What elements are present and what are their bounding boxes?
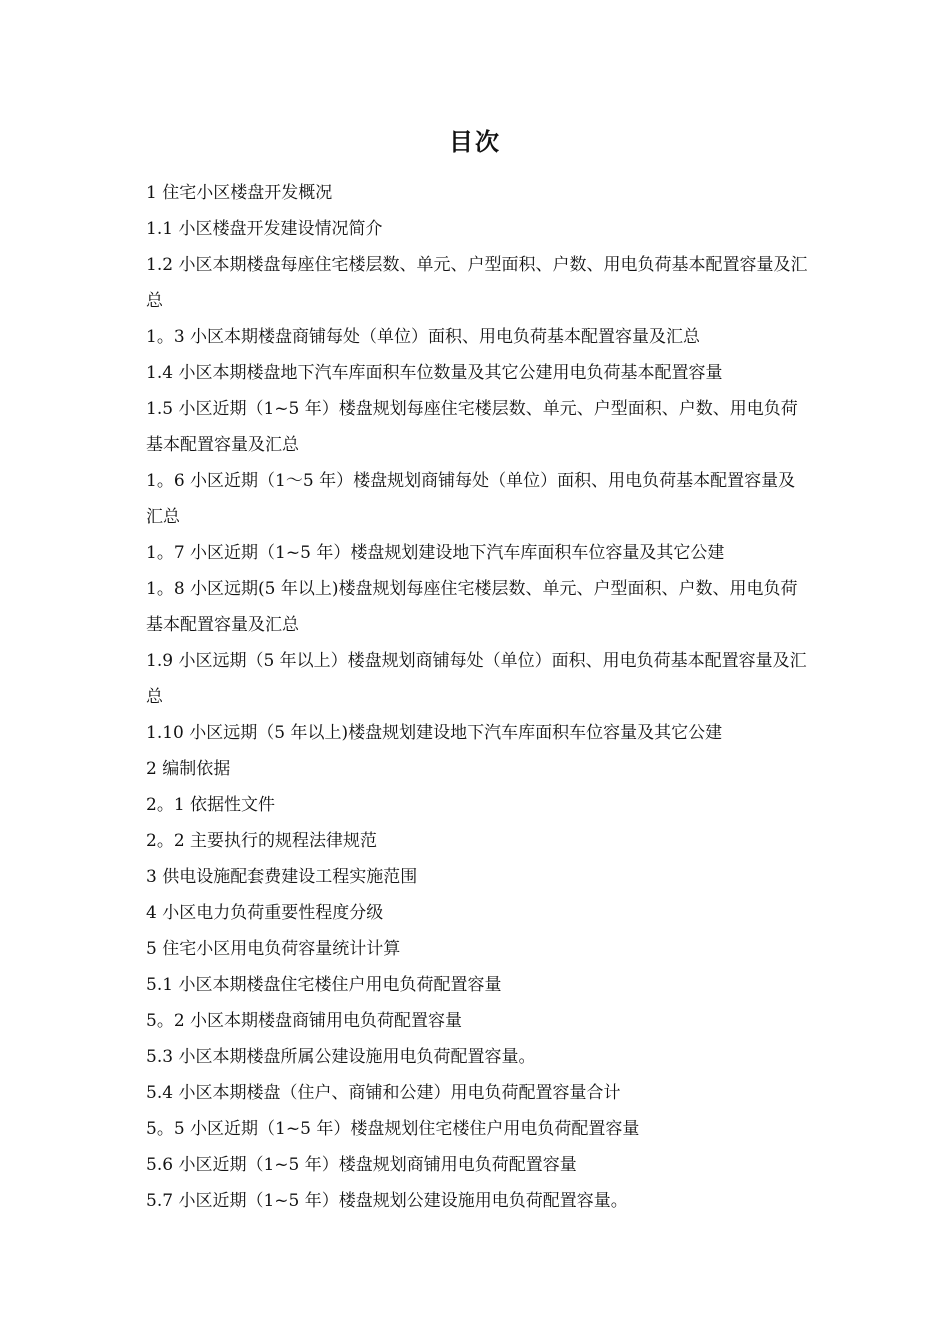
- toc-entry: 5.1 小区本期楼盘住宅楼住户用电负荷配置容量: [146, 975, 502, 995]
- toc-entry: 1.9 小区远期（5 年以上）楼盘规划商铺每处（单位）面积、用电负荷基本配置容量及汇总: [146, 651, 807, 707]
- toc-entry: 1.4 小区本期楼盘地下汽车库面积车位数量及其它公建用电负荷基本配置容量: [146, 363, 723, 383]
- toc-entry: 3 供电设施配套费建设工程实施范围: [146, 867, 418, 887]
- toc-entry: 2 编制依据: [146, 759, 231, 779]
- toc-entry: 1.5 小区近期（1~5 年）楼盘规划每座住宅楼层数、单元、户型面积、户数、用电负荷基本配置容量及汇总: [146, 399, 798, 455]
- toc-entry: 1。8 小区远期(5 年以上)楼盘规划每座住宅楼层数、单元、户型面积、户数、用电负荷基本配置容量及汇总: [146, 579, 798, 635]
- toc-entry: 5.3 小区本期楼盘所属公建设施用电负荷配置容量。: [146, 1047, 536, 1067]
- table-of-contents: [146, 175, 811, 1219]
- toc-entry: 1。6 小区近期（1～5 年）楼盘规划商铺每处（单位）面积、用电负荷基本配置容量及汇总: [146, 471, 796, 527]
- toc-entry: 1.1 小区楼盘开发建设情况简介: [146, 219, 383, 239]
- toc-entry: 5.7 小区近期（1~5 年）楼盘规划公建设施用电负荷配置容量。: [146, 1191, 628, 1211]
- toc-entry: 5。5 小区近期（1~5 年）楼盘规划住宅楼住户用电负荷配置容量: [146, 1119, 640, 1139]
- toc-entry: 1.10 小区远期（5 年以上)楼盘规划建设地下汽车库面积车位容量及其它公建: [146, 723, 723, 743]
- toc-entry: 4 小区电力负荷重要性程度分级: [146, 903, 384, 923]
- toc-entry: 5.4 小区本期楼盘（住户、商铺和公建）用电负荷配置容量合计: [146, 1083, 621, 1103]
- toc-entry: 2。1 依据性文件: [146, 795, 276, 815]
- toc-entry: 1。7 小区近期（1~5 年）楼盘规划建设地下汽车库面积车位容量及其它公建: [146, 543, 725, 563]
- toc-entry: 2。2 主要执行的规程法律规范: [146, 831, 378, 851]
- toc-entry: 5.6 小区近期（1~5 年）楼盘规划商铺用电负荷配置容量: [146, 1155, 577, 1175]
- page-title: 目次: [449, 128, 501, 156]
- toc-entry: 5 住宅小区用电负荷容量统计计算: [146, 939, 401, 959]
- toc-entry: 1 住宅小区楼盘开发概况: [146, 183, 333, 203]
- toc-entry: 5。2 小区本期楼盘商铺用电负荷配置容量: [146, 1011, 463, 1031]
- toc-entry: 1。3 小区本期楼盘商铺每处（单位）面积、用电负荷基本配置容量及汇总: [146, 327, 701, 347]
- toc-entry: 1.2 小区本期楼盘每座住宅楼层数、单元、户型面积、户数、用电负荷基本配置容量及汇总: [146, 255, 808, 311]
